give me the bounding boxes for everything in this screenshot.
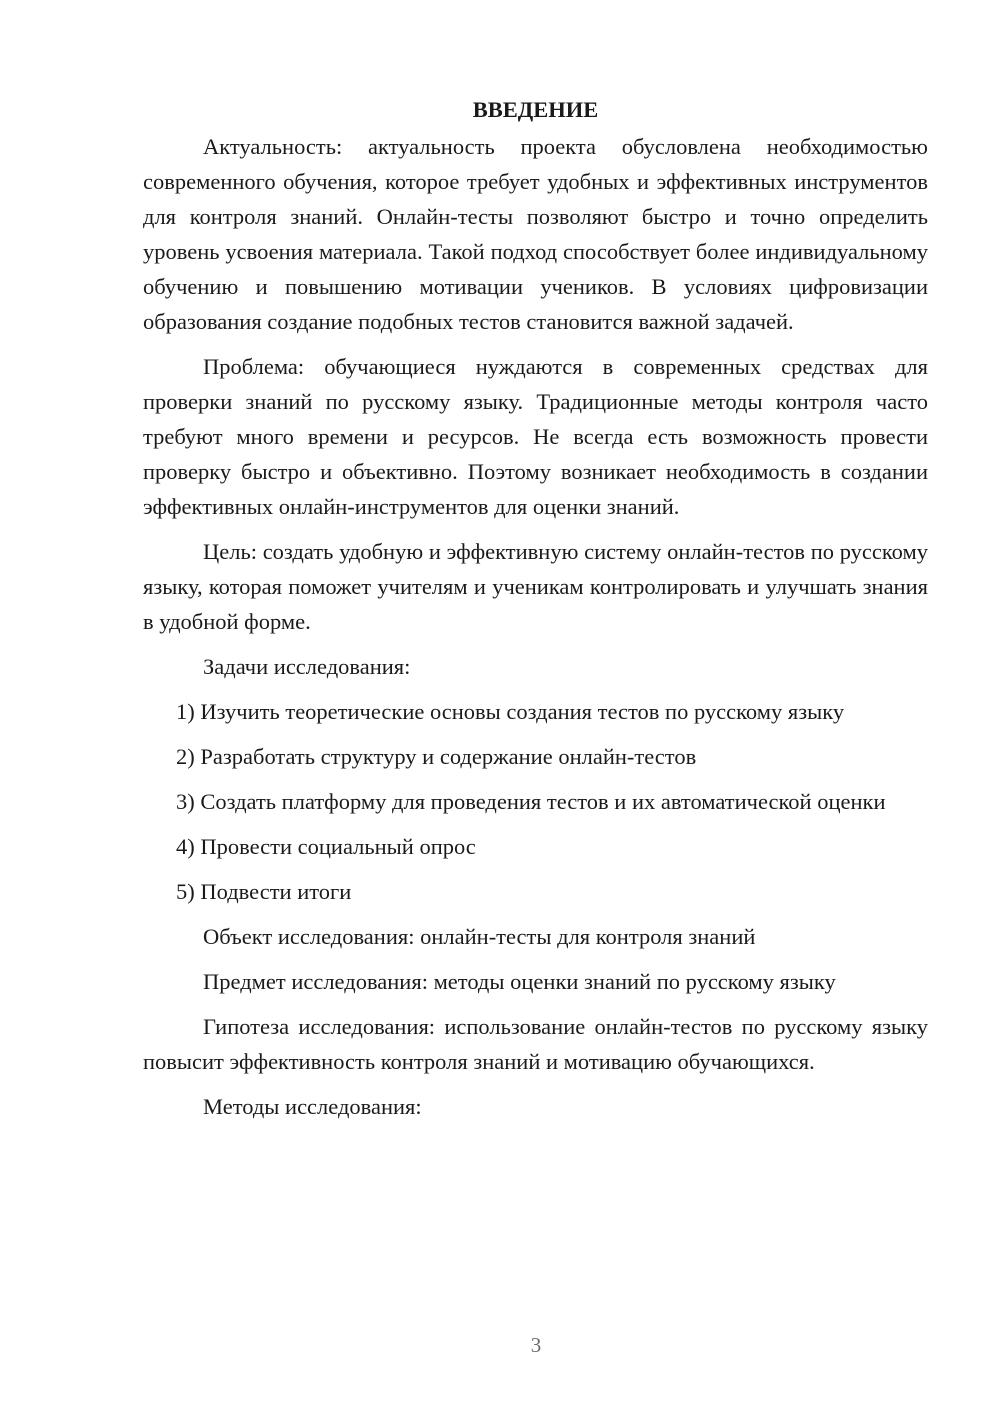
methods-heading: Методы исследования: xyxy=(203,1094,422,1119)
task-item-3: 3) Создать платформу для проведения тестов и их автоматической оценки xyxy=(176,789,886,814)
page-title: ВВЕДЕНИЕ xyxy=(472,97,599,122)
relevance-paragraph: Актуальность: актуальность проекта обусловлена необходимостью современного обучения, которое требует удобных и эффективных инструментов для контроля знаний. Онлайн-тесты позволяют быстро и точно определить уровень усвоения материала. Такой подход способствует более индивидуальному обучению и повышению мотивации учеников. В условиях цифровизации образования создание подобных тестов становится важной задачей. xyxy=(143,134,928,334)
goal-paragraph: Цель: создать удобную и эффективную систему онлайн-тестов по русскому языку, которая поможет учителям и ученикам контролировать и улучшать знания в удобной форме. xyxy=(143,539,928,634)
task-item-5: 5) Подвести итоги xyxy=(176,879,352,904)
task-item-4: 4) Провести социальный опрос xyxy=(176,834,476,859)
research-subject-paragraph: Предмет исследования: методы оценки знаний по русскому языку xyxy=(203,969,836,994)
tasks-heading: Задачи исследования: xyxy=(203,654,411,679)
task-item-2: 2) Разработать структуру и содержание онлайн-тестов xyxy=(176,744,697,769)
hypothesis-paragraph: Гипотеза исследования: использование онлайн-тестов по русскому языку повысит эффективность контроля знаний и мотивацию обучающихся. xyxy=(143,1014,928,1074)
research-object-paragraph: Объект исследования: онлайн-тесты для контроля знаний xyxy=(203,924,756,949)
page-content xyxy=(143,92,928,1134)
task-item-1: 1) Изучить теоретические основы создания тестов по русскому языку xyxy=(176,699,845,724)
problem-paragraph: Проблема: обучающиеся нуждаются в современных средствах для проверки знаний по русскому языку. Традиционные методы контроля часто требуют много времени и ресурсов. Не всегда есть возможность провести проверку быстро и объективно. Поэтому возникает необходимость в создании эффективных онлайн-инструментов для оценки знаний. xyxy=(143,354,928,519)
page-number: 3 xyxy=(530,1333,542,1357)
